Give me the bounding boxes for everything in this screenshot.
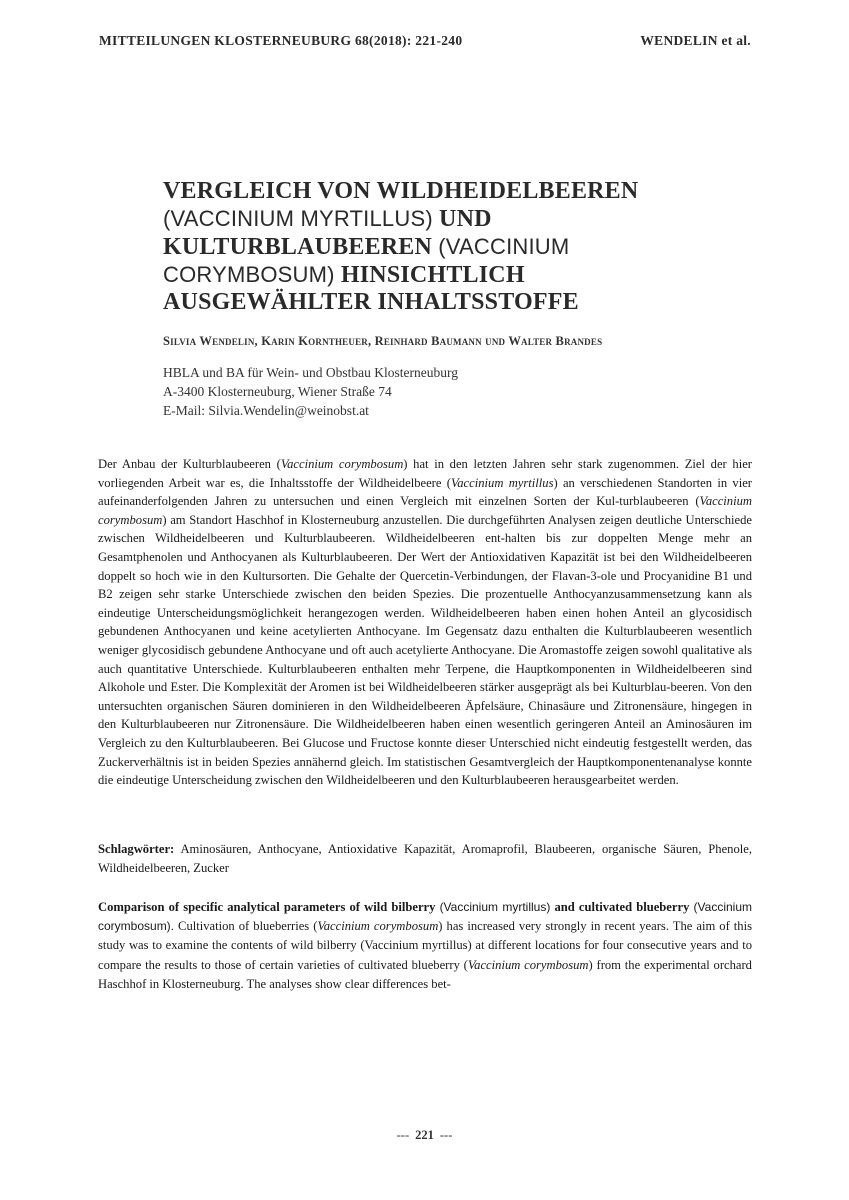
- affiliation-institution: HBLA und BA für Wein- und Obstbau Klosterneuburg: [163, 365, 459, 380]
- english-body-species-2: Vaccinium corymbosum: [467, 957, 589, 972]
- running-author-header: WENDELIN et al.: [640, 33, 751, 48]
- english-title-species-2: (Vaccinium corymbosum).: [98, 900, 752, 934]
- affiliation-email: E-Mail: Silvia.Wendelin@weinobst.at: [163, 403, 369, 418]
- keywords: [98, 840, 752, 877]
- german-abstract: [98, 455, 752, 790]
- title-part-2: UND KULTURBLAUBEEREN: [163, 206, 492, 260]
- journal-header: MITTEILUNGEN KLOSTERNEUBURG 68(2018): 221-240: [99, 33, 463, 48]
- keywords-label: Schlagwörter:: [98, 842, 175, 856]
- title-scientific-name-1: (VACCINIUM MYRTILLUS): [163, 206, 433, 231]
- abstract-text-4: ) am Standort Haschhof in Klosterneuburg anzustellen. Die durchgeführten Analysen zeigen deutliche Unterschiede zwischen Wildheidelbeeren und Kulturblaubeeren. Wildheidelbeeren ent-halten bis zur doppelten Menge mehr an Gesamtphenolen und Anthocyanen als Kulturblaubeeren. Der Wert der Antioxidativen Kapazität ist bei den Wildheidelbeeren doppelt so hoch wie in den Kultursorten. Die Gehalte der Quercetin-Verbindungen, der Flavan-3-ole und Procyanidine B1 und B2 zeigen sehr starke Unterschiede zwischen den beiden Spezies. Die prozentuelle Anthocyanzusammensetzung kann als eindeutige Unterscheidungsmöglichkeit herangezogen werden. Wildheidelbeeren haben einen hohen Anteil an glycosidisch gebundenen Anthocyanen und keine acetylierten Anthocyane. Im Gegensatz dazu enthalten die Kulturblaubeeren wesentlich weniger glycosidisch gebundene Anthocyane und oft auch acetylierte Anthocyane. Die Aromastoffe zeigen sowohl qualitative als auch quantitative Unterschiede. Kulturblaubeeren enthalten mehr Terpene, die Hauptkomponenten in Wildheidelbeeren sind Alkohole und Ester. Die Komplexität der Aromen ist bei Wildheidelbeeren stärker ausgeprägt als bei Kulturblau-beeren. Von den untersuchten organischen Säuren dominieren in den Wildheidelbeeren Äpfelsäure, Chinasäure und Zitronensäure, hingegen in den Kulturblaubeeren nur Zitronensäure. Die Wildheidelbeeren haben einen wesentlich geringeren Anteil an Aminosäuren im Vergleich zu den Kulturblaubeeren. Bei Glucose und Fructose konnte dieser Unterschied nicht eindeutig festgestellt werden, das Zuckerverhältnis ist in beiden Spezies annähernd gleich. Im statistischen Gesamtvergleich der Hauptkomponentenanalyse konnte die eindeutige Unterscheidung zwischen den Wildheidelbeeren und den Kulturblaubeeren herausgearbeitet werden.: [98, 512, 752, 788]
- english-body-2: ) has increased very strongly in recent years. The aim of this study was to examine the contents of wild bilberry (Vaccinium myrtillus) at different locations for four consecutive years and to compare the results to those of certain varieties of cultivated blueberry (: [98, 919, 753, 972]
- abstract-text-1: Der Anbau der Kulturblaubeeren (: [98, 457, 281, 471]
- english-title-species-1: (Vaccinium myrtillus): [439, 900, 551, 914]
- abstract-species-3: Vaccinium corymbosum: [98, 494, 752, 527]
- page-footer: [0, 1128, 849, 1143]
- english-body-3: ) from the experimental orchard Haschhof in Klosterneuburg. The analyses show clear differences bet-: [98, 957, 752, 991]
- affiliation: [163, 363, 458, 420]
- english-body-1: Cultivation of blueberries (: [174, 919, 318, 934]
- english-abstract: [98, 898, 752, 994]
- abstract-text-3: ) an verschiedenen Standorten in vier aufeinanderfolgenden Jahren zu untersuchen und einen Vergleich mit einzelnen Sorten der Kul-turblaubeeren (: [98, 475, 752, 509]
- abstract-species-2: Vaccinium myrtillus: [450, 475, 554, 490]
- english-body-species-1: Vaccinium corymbosum: [317, 919, 439, 934]
- paper-title: [163, 178, 723, 316]
- footer-dash-right: ---: [439, 1128, 453, 1142]
- author-list: Silvia Wendelin, Karin Korntheuer, Reinhard Baumann und Walter Brandes: [163, 334, 603, 348]
- affiliation-address: A-3400 Klosterneuburg, Wiener Straße 74: [163, 384, 392, 399]
- page-number: 221: [415, 1128, 434, 1142]
- title-part-3: HINSICHTLICH AUSGEWÄHLTER INHALTSSTOFFE: [163, 262, 579, 315]
- footer-dash-left: ---: [396, 1128, 410, 1142]
- abstract-text-2: ) hat in den letzten Jahren sehr stark zugenommen. Ziel der hier vorliegenden Arbeit war es, die Inhaltsstoffe der Wildheidelbeere (: [98, 457, 752, 490]
- title-scientific-name-2: (VACCINIUM CORYMBOSUM): [163, 234, 570, 287]
- english-title-2: and cultivated blueberry: [550, 900, 690, 914]
- english-title-1: Comparison of specific analytical parameters of wild bilberry: [98, 900, 440, 914]
- keywords-text: Aminosäuren, Anthocyane, Antioxidative Kapazität, Aromaprofil, Blaubeeren, organische Säuren, Phenole, Wildheidelbeeren, Zucker: [98, 842, 752, 875]
- abstract-species-1: Vaccinium corymbosum: [280, 457, 404, 471]
- title-part-1: VERGLEICH VON WILDHEIDELBEEREN: [163, 178, 639, 204]
